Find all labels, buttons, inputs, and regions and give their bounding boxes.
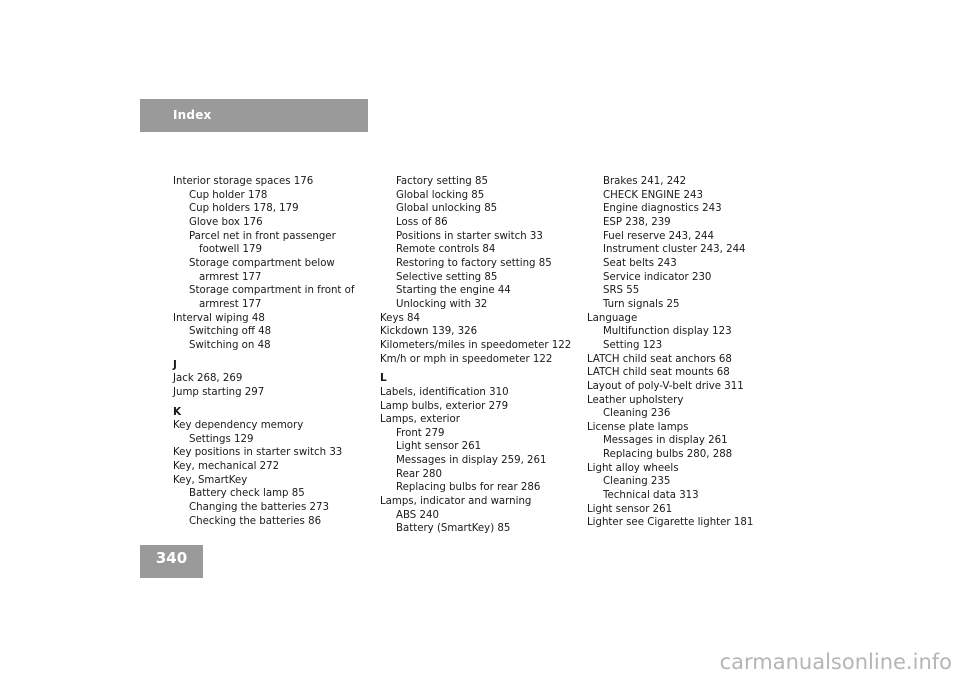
index-subentry: Cup holder 178	[189, 189, 268, 201]
index-subentry: Cleaning 236	[603, 408, 671, 420]
index-subentry: Cup holders 178, 179	[189, 203, 299, 215]
index-entry: Lamp bulbs, exterior 279	[380, 400, 509, 412]
index-subentry: Battery (SmartKey) 85	[396, 523, 511, 535]
index-subentry: Fuel reserve 243, 244	[603, 230, 714, 242]
index-entry: Lighter see Cigarette lighter 181	[587, 517, 754, 529]
index-subentry: CHECK ENGINE 243	[603, 189, 703, 201]
index-subentry: Battery check lamp 85	[189, 488, 305, 500]
index-entry: LATCH child seat anchors 68	[587, 353, 732, 365]
index-subentry: Engine diagnostics 243	[603, 203, 722, 215]
index-entry: Lamps, exterior	[380, 414, 460, 426]
index-subentry: Replacing bulbs for rear 286	[396, 482, 541, 494]
index-subentry: Brakes 241, 242	[603, 176, 687, 187]
index-entry: Language	[587, 312, 638, 324]
index-subentry: Checking the batteries 86	[189, 515, 322, 527]
index-subentry: Messages in display 261	[603, 435, 728, 447]
index-letter-heading: K	[173, 405, 182, 418]
index-subentry: Technical data 313	[603, 490, 699, 502]
index-subentry: Factory setting 85	[396, 176, 488, 187]
index-subentry: Global locking 85	[396, 189, 485, 201]
index-letter-heading: L	[380, 372, 387, 385]
index-subentry: ABS 240	[396, 509, 439, 521]
index-entry: Key, mechanical 272	[173, 461, 280, 473]
index-entry: Leather upholstery	[587, 394, 684, 406]
index-entry: Lamps, indicator and warning	[380, 496, 532, 508]
index-entry: Kilometers/miles in speedometer 122	[380, 339, 572, 351]
index-subentry: ESP 238, 239	[603, 216, 671, 228]
index-entry: Light sensor 261	[587, 503, 673, 515]
index-entry: LATCH child seat mounts 68	[587, 367, 730, 379]
index-subentry: Seat belts 243	[603, 257, 677, 269]
index-subentry: Front 279	[396, 427, 445, 439]
index-entry: Layout of poly-V-belt drive 311	[587, 380, 744, 392]
index-entry: Interval wiping 48	[173, 312, 265, 324]
index-subentry: Switching on 48	[189, 339, 271, 351]
index-entry: Light alloy wheels	[587, 462, 679, 474]
section-title: Index	[173, 108, 212, 122]
index-subentry: Glove box 176	[189, 216, 263, 228]
index-subentry: Storage compartment below	[189, 257, 335, 269]
index-subentry: footwell 179	[199, 244, 262, 256]
index-column-3	[587, 175, 792, 530]
index-entry: Jack 268, 269	[173, 373, 243, 385]
index-entry: Key, SmartKey	[173, 474, 248, 486]
index-subentry: Instrument cluster 243, 244	[603, 244, 746, 256]
index-subentry: Multifunction display 123	[603, 326, 732, 338]
index-column-1	[173, 175, 378, 528]
index-subentry: Turn signals 25	[603, 298, 680, 310]
index-subentry: armrest 177	[199, 298, 262, 310]
index-entry: License plate lamps	[587, 421, 689, 433]
index-entry: Labels, identification 310	[380, 386, 509, 398]
index-subentry: Setting 123	[603, 339, 663, 351]
page-number: 340	[155, 549, 188, 567]
index-subentry: Replacing bulbs 280, 288	[603, 449, 733, 461]
index-entry: Kickdown 139, 326	[380, 326, 478, 338]
index-letter-heading: J	[173, 358, 177, 371]
index-subentry: Cleaning 235	[603, 476, 671, 488]
index-entry: Jump starting 297	[173, 386, 265, 398]
watermark: carmanualsonline.info	[719, 650, 952, 674]
index-subentry: Changing the batteries 273	[189, 502, 329, 514]
index-subentry: Rear 280	[396, 468, 443, 480]
index-subentry: Starting the engine 44	[396, 285, 511, 297]
index-subentry: armrest 177	[199, 271, 262, 283]
index-subentry: Positions in starter switch 33	[396, 230, 543, 242]
index-subentry: Restoring to factory setting 85	[396, 257, 552, 269]
index-subentry: Selective setting 85	[396, 271, 498, 283]
index-subentry: Storage compartment in front of	[189, 285, 355, 297]
index-subentry: Loss of 86	[396, 216, 448, 228]
index-entry: Key dependency memory	[173, 420, 304, 432]
index-entry: Key positions in starter switch 33	[173, 447, 343, 459]
index-subentry: Switching off 48	[189, 326, 272, 338]
header-band	[140, 99, 368, 132]
index-entry: Interior storage spaces 176	[173, 176, 314, 187]
index-subentry: Messages in display 259, 261	[396, 455, 547, 467]
index-entry: Km/h or mph in speedometer 122	[380, 353, 553, 365]
index-subentry: Unlocking with 32	[396, 298, 488, 310]
index-subentry: Service indicator 230	[603, 271, 712, 283]
index-entry: Keys 84	[380, 312, 420, 324]
index-subentry: Settings 129	[189, 433, 254, 445]
index-subentry: Global unlocking 85	[396, 203, 498, 215]
page-number-badge	[140, 545, 203, 578]
index-column-2	[380, 175, 585, 536]
index-subentry: Light sensor 261	[396, 441, 482, 453]
index-subentry: Parcel net in front passenger	[189, 230, 336, 242]
index-subentry: SRS 55	[603, 285, 640, 297]
index-subentry: Remote controls 84	[396, 244, 496, 256]
